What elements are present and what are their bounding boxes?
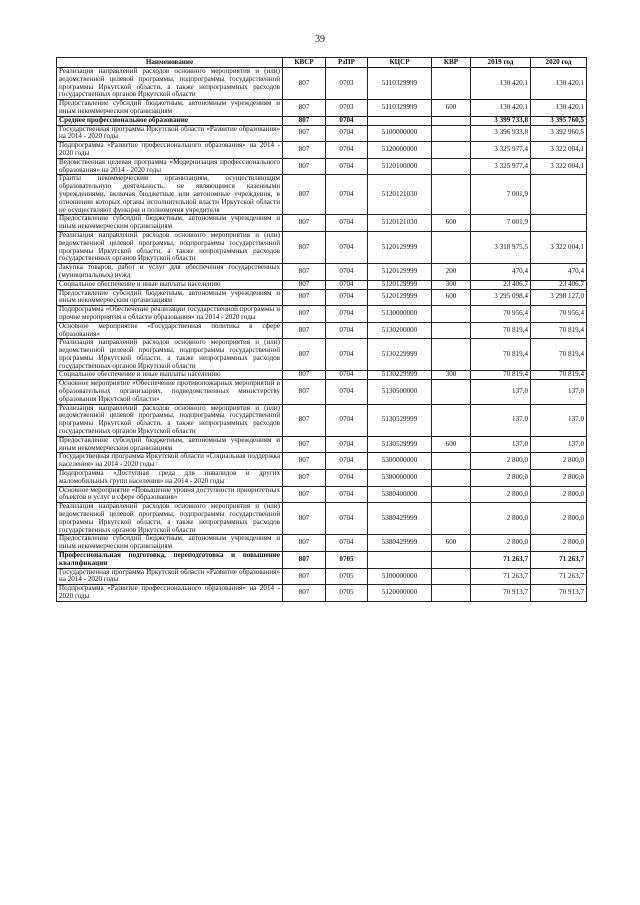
cell-rzpr: 0704: [326, 158, 368, 175]
cell-name: Профессиональная подготовка, переподготовка и повышение квалификации: [57, 552, 283, 569]
cell-2020: 23 406,7: [531, 280, 587, 289]
cell-kvr: [432, 231, 471, 263]
cell-2019: 70 819,4: [471, 371, 531, 380]
cell-rzpr: 0704: [326, 503, 368, 535]
cell-2019: 70 913,7: [471, 585, 531, 602]
cell-2020: 71 263,7: [531, 552, 587, 569]
cell-2019: 2 800,0: [471, 453, 531, 470]
cell-kcsr: 5120121030: [368, 175, 432, 215]
cell-kcsr: 5380429999: [368, 503, 432, 535]
cell-2019: 70 819,4: [471, 322, 531, 339]
table-row: [57, 100, 587, 117]
column-header-kcsr: КЦСР: [368, 58, 432, 68]
cell-kcsr: 5130200000: [368, 322, 432, 339]
cell-kcsr: 5120100000: [368, 158, 432, 175]
table-row: [57, 125, 587, 142]
table-header-row: [57, 58, 587, 68]
cell-kcsr: 5130500000: [368, 380, 432, 404]
cell-name: Среднее профессиональное образование: [57, 116, 283, 125]
table-row: [57, 404, 587, 436]
cell-kvr: [432, 158, 471, 175]
cell-name: Реализация направлений расходов основного мероприятия и (или) ведомственной целевой программы, подпрограммы государственной программы Иркутской области, а также непрограммных расходов государственных органов Иркутской области: [57, 339, 283, 371]
cell-kvsr: 807: [283, 125, 326, 142]
cell-kvsr: 807: [283, 142, 326, 159]
table-row: [57, 264, 587, 281]
cell-kcsr: 5380000000: [368, 470, 432, 487]
cell-2020: 70 819,4: [531, 339, 587, 371]
cell-2020: 3 392 960,5: [531, 125, 587, 142]
cell-kvsr: 807: [283, 306, 326, 323]
cell-rzpr: 0704: [326, 470, 368, 487]
cell-kvsr: 807: [283, 100, 326, 117]
table-row: [57, 503, 587, 535]
cell-kcsr: 5130229999: [368, 371, 432, 380]
cell-2019: 137,0: [471, 436, 531, 453]
column-header-kvr: КВР: [432, 58, 471, 68]
cell-rzpr: 0704: [326, 116, 368, 125]
table-row: [57, 322, 587, 339]
cell-name: Основное мероприятие «Государственная политика в сфере образования»: [57, 322, 283, 339]
cell-2020: 130 420,1: [531, 100, 587, 117]
cell-rzpr: 0704: [326, 215, 368, 232]
cell-2020: 70 913,7: [531, 585, 587, 602]
cell-kcsr: 5130529999: [368, 404, 432, 436]
cell-kvr: [432, 404, 471, 436]
table-body: [57, 68, 587, 602]
cell-2020: 137,0: [531, 436, 587, 453]
cell-2019: 130 420,1: [471, 68, 531, 100]
cell-2019: 2 800,0: [471, 535, 531, 552]
cell-name: Социальное обеспечение и иные выплаты населению: [57, 280, 283, 289]
cell-kvsr: 807: [283, 371, 326, 380]
table-row: [57, 306, 587, 323]
cell-name: Ведомственная целевая программа «Модернизация профессионального образования» на 2014 - 2020 годы: [57, 158, 283, 175]
cell-rzpr: 0704: [326, 142, 368, 159]
cell-kvr: [432, 125, 471, 142]
cell-kvsr: 807: [283, 175, 326, 215]
cell-kvr: [432, 142, 471, 159]
page-number: 39: [315, 34, 325, 45]
cell-rzpr: 0704: [326, 289, 368, 306]
cell-kvr: [432, 453, 471, 470]
cell-name: Реализация направлений расходов основного мероприятия и (или) ведомственной целевой программы, подпрограммы государственной программы Иркутской области, а также непрограммных расходов государственных органов Иркутской области: [57, 68, 283, 100]
cell-kvsr: 807: [283, 264, 326, 281]
cell-kcsr: 5120129999: [368, 289, 432, 306]
table-row: [57, 68, 587, 100]
table-row: [57, 158, 587, 175]
cell-kcsr: 5110329999: [368, 68, 432, 100]
cell-name: Государственная программа Иркутской области «Развитие образования» на 2014 - 2020 годы: [57, 568, 283, 585]
cell-2020: [531, 175, 587, 215]
cell-2020: 3 395 760,5: [531, 116, 587, 125]
cell-kcsr: 5380400000: [368, 486, 432, 503]
cell-2019: 3 318 975,5: [471, 231, 531, 263]
cell-2020: 470,4: [531, 264, 587, 281]
cell-name: Предоставление субсидий бюджетным, автономным учреждениям и иным некоммерческим организациям: [57, 289, 283, 306]
cell-kvr: 600: [432, 215, 471, 232]
cell-name: Закупка товаров, работ и услуг для обеспечения государственных (муниципальных) нужд: [57, 264, 283, 281]
cell-rzpr: 0704: [326, 231, 368, 263]
table-row: [57, 453, 587, 470]
cell-kvr: [432, 175, 471, 215]
cell-kvsr: 807: [283, 470, 326, 487]
cell-kvr: 600: [432, 535, 471, 552]
cell-name: Основное мероприятие «Повышение уровня доступности приоритетных объектов и услуг в сфере образования»: [57, 486, 283, 503]
cell-2019: 7 001,9: [471, 175, 531, 215]
cell-2019: 3 325 977,4: [471, 142, 531, 159]
cell-kcsr: 5100000000: [368, 568, 432, 585]
cell-name: Подпрограмма «Доступная среда для инвалидов и других маломобильных групп населения» на 2014 - 2020 годы: [57, 470, 283, 487]
table-row: [57, 175, 587, 215]
cell-kvsr: 807: [283, 453, 326, 470]
cell-kvr: [432, 470, 471, 487]
cell-2019: 3 325 977,4: [471, 158, 531, 175]
cell-name: Предоставление субсидий бюджетным, автономным учреждениям и иным некоммерческим организациям: [57, 535, 283, 552]
cell-name: Подпрограмма «Развитие профессионального образования» на 2014 - 2020 годы: [57, 585, 283, 602]
cell-2019: 3 399 733,8: [471, 116, 531, 125]
cell-kvsr: 807: [283, 158, 326, 175]
cell-2020: 3 322 004,1: [531, 231, 587, 263]
cell-kvsr: 807: [283, 215, 326, 232]
cell-rzpr: 0704: [326, 486, 368, 503]
cell-rzpr: 0704: [326, 535, 368, 552]
cell-rzpr: 0704: [326, 404, 368, 436]
cell-kcsr: 5130529999: [368, 436, 432, 453]
cell-name: Подпрограмма «Развитие профессионального образования» на 2014 - 2020 годы: [57, 142, 283, 159]
cell-2019: 2 800,0: [471, 486, 531, 503]
cell-2019: 2 800,0: [471, 503, 531, 535]
column-header-2019: 2019 год: [471, 58, 531, 68]
cell-kvsr: 807: [283, 535, 326, 552]
column-header-rzpr: РзПР: [326, 58, 368, 68]
cell-2019: 3 396 933,8: [471, 125, 531, 142]
cell-name: Государственная программа Иркутской области «Развитие образования» на 2014 - 2020 годы: [57, 125, 283, 142]
cell-2020: 137,0: [531, 404, 587, 436]
cell-kvr: [432, 585, 471, 602]
cell-kcsr: 5130229999: [368, 339, 432, 371]
cell-2019: 137,0: [471, 404, 531, 436]
cell-2020: 2 800,0: [531, 453, 587, 470]
cell-2019: 137,0: [471, 380, 531, 404]
cell-kvsr: 807: [283, 436, 326, 453]
table-row: [57, 142, 587, 159]
cell-rzpr: 0704: [326, 339, 368, 371]
cell-kvr: [432, 339, 471, 371]
cell-kvsr: 807: [283, 585, 326, 602]
cell-2019: 70 956,4: [471, 306, 531, 323]
cell-kvr: 600: [432, 436, 471, 453]
cell-kvsr: 807: [283, 339, 326, 371]
cell-kvsr: 807: [283, 116, 326, 125]
cell-kcsr: 5120129999: [368, 231, 432, 263]
cell-name: Реализация направлений расходов основного мероприятия и (или) ведомственной целевой программы, подпрограммы государственной программы Иркутской области, а также непрограммных расходов государственных органов Иркутской области: [57, 503, 283, 535]
cell-kcsr: 5110329999: [368, 100, 432, 117]
cell-2020: 70 819,4: [531, 371, 587, 380]
cell-rzpr: 0704: [326, 280, 368, 289]
cell-rzpr: 0704: [326, 125, 368, 142]
cell-kvr: 200: [432, 264, 471, 281]
cell-2019: 71 263,7: [471, 552, 531, 569]
cell-kvr: [432, 322, 471, 339]
cell-2020: 70 956,4: [531, 306, 587, 323]
cell-kvr: 300: [432, 280, 471, 289]
table-row: [57, 486, 587, 503]
table-row: [57, 535, 587, 552]
cell-2019: 7 001,9: [471, 215, 531, 232]
cell-2020: 130 420,1: [531, 68, 587, 100]
cell-kcsr: 5300000000: [368, 453, 432, 470]
budget-table: [56, 57, 587, 602]
table-row: [57, 436, 587, 453]
cell-rzpr: 0703: [326, 100, 368, 117]
cell-kvsr: 807: [283, 552, 326, 569]
cell-kcsr: [368, 552, 432, 569]
cell-kvr: 300: [432, 371, 471, 380]
cell-kvsr: 807: [283, 380, 326, 404]
cell-2020: 2 800,0: [531, 486, 587, 503]
cell-kvr: [432, 503, 471, 535]
cell-2020: 3 298 127,0: [531, 289, 587, 306]
cell-name: Предоставление субсидий бюджетным, автономным учреждениям и иным некоммерческим организациям: [57, 436, 283, 453]
cell-2020: 70 819,4: [531, 322, 587, 339]
cell-kcsr: 5380429999: [368, 535, 432, 552]
cell-name: Подпрограмма «Обеспечение реализации государственной программы и прочие мероприятия в области образования» на 2014 - 2020 годы: [57, 306, 283, 323]
table-row: [57, 231, 587, 263]
cell-kcsr: 5130000000: [368, 306, 432, 323]
cell-kvr: [432, 486, 471, 503]
cell-2019: 70 819,4: [471, 339, 531, 371]
cell-2019: 470,4: [471, 264, 531, 281]
cell-2020: 71 263,7: [531, 568, 587, 585]
cell-2019: 23 406,7: [471, 280, 531, 289]
cell-kvr: 600: [432, 100, 471, 117]
cell-kcsr: 5120000000: [368, 585, 432, 602]
cell-name: Основное мероприятие «Обеспечение противопожарных мероприятий в образовательных организациях, подведомственных министерству образования Иркутской области»: [57, 380, 283, 404]
cell-2019: 130 420,1: [471, 100, 531, 117]
cell-kvr: [432, 306, 471, 323]
cell-kvsr: 807: [283, 404, 326, 436]
cell-rzpr: 0704: [326, 371, 368, 380]
cell-rzpr: 0704: [326, 264, 368, 281]
table-row: [57, 568, 587, 585]
cell-kcsr: 5100000000: [368, 125, 432, 142]
cell-rzpr: 0704: [326, 453, 368, 470]
cell-kvsr: 807: [283, 486, 326, 503]
cell-kvsr: 807: [283, 568, 326, 585]
table-row: [57, 339, 587, 371]
table-row: [57, 280, 587, 289]
cell-rzpr: 0703: [326, 68, 368, 100]
cell-kcsr: [368, 116, 432, 125]
table-row: [57, 552, 587, 569]
cell-kvr: [432, 68, 471, 100]
cell-2020: 2 800,0: [531, 470, 587, 487]
cell-rzpr: 0704: [326, 175, 368, 215]
cell-2019: 3 295 098,4: [471, 289, 531, 306]
cell-kvsr: 807: [283, 280, 326, 289]
cell-name: Социальное обеспечение и иные выплаты населению: [57, 371, 283, 380]
column-header-2020: 2020 год: [531, 58, 587, 68]
table-row: [57, 289, 587, 306]
cell-kcsr: 5120129999: [368, 280, 432, 289]
cell-kcsr: 5120121030: [368, 215, 432, 232]
cell-kvr: [432, 380, 471, 404]
cell-kvsr: 807: [283, 503, 326, 535]
table-row: [57, 371, 587, 380]
cell-name: Предоставление субсидий бюджетным, автономным учреждениям и иным некоммерческим организациям: [57, 215, 283, 232]
table-row: [57, 470, 587, 487]
cell-2020: 3 322 004,1: [531, 142, 587, 159]
cell-name: Реализация направлений расходов основного мероприятия и (или) ведомственной целевой программы, подпрограммы государственной программы Иркутской области, а также непрограммных расходов государственных органов Иркутской области: [57, 404, 283, 436]
cell-kcsr: 5120129999: [368, 264, 432, 281]
cell-rzpr: 0705: [326, 585, 368, 602]
cell-name: Гранты некоммерческим организациям, осуществляющим образовательную деятельность, не являющимся казенными учреждениями, включая бюджетные или автономные учреждения, в отношении которых органы исполнительной власти Иркутской области не осуществляют функции и полномочия учредителя: [57, 175, 283, 215]
cell-2020: 2 800,0: [531, 503, 587, 535]
table-row: [57, 116, 587, 125]
cell-2020: 3 322 004,1: [531, 158, 587, 175]
table-row: [57, 215, 587, 232]
column-header-kvsr: КВСР: [283, 58, 326, 68]
cell-kvsr: 807: [283, 68, 326, 100]
cell-name: Реализация направлений расходов основного мероприятия и (или) ведомственной целевой программы, подпрограммы государственной программы Иркутской области, а также непрограммных расходов государственных органов Иркутской области: [57, 231, 283, 263]
cell-name: Государственная программа Иркутской области «Социальная поддержка населения» на 2014 - 2020 годы: [57, 453, 283, 470]
cell-2020: [531, 215, 587, 232]
cell-2019: 71 263,7: [471, 568, 531, 585]
cell-kcsr: 5120000000: [368, 142, 432, 159]
cell-2020: 137,0: [531, 380, 587, 404]
cell-2020: 2 800,0: [531, 535, 587, 552]
table-row: [57, 585, 587, 602]
table-row: [57, 380, 587, 404]
cell-rzpr: 0704: [326, 436, 368, 453]
cell-kvr: 600: [432, 289, 471, 306]
cell-kvsr: 807: [283, 322, 326, 339]
cell-kvsr: 807: [283, 289, 326, 306]
cell-name: Предоставление субсидий бюджетным, автономным учреждениям и иным некоммерческим организациям: [57, 100, 283, 117]
cell-2019: 2 800,0: [471, 470, 531, 487]
cell-rzpr: 0704: [326, 306, 368, 323]
cell-kvr: [432, 568, 471, 585]
column-header-name: Наименование: [57, 58, 283, 68]
cell-rzpr: 0705: [326, 552, 368, 569]
cell-kvr: [432, 116, 471, 125]
cell-kvsr: 807: [283, 231, 326, 263]
cell-rzpr: 0704: [326, 380, 368, 404]
cell-kvr: [432, 552, 471, 569]
cell-rzpr: 0705: [326, 568, 368, 585]
cell-rzpr: 0704: [326, 322, 368, 339]
